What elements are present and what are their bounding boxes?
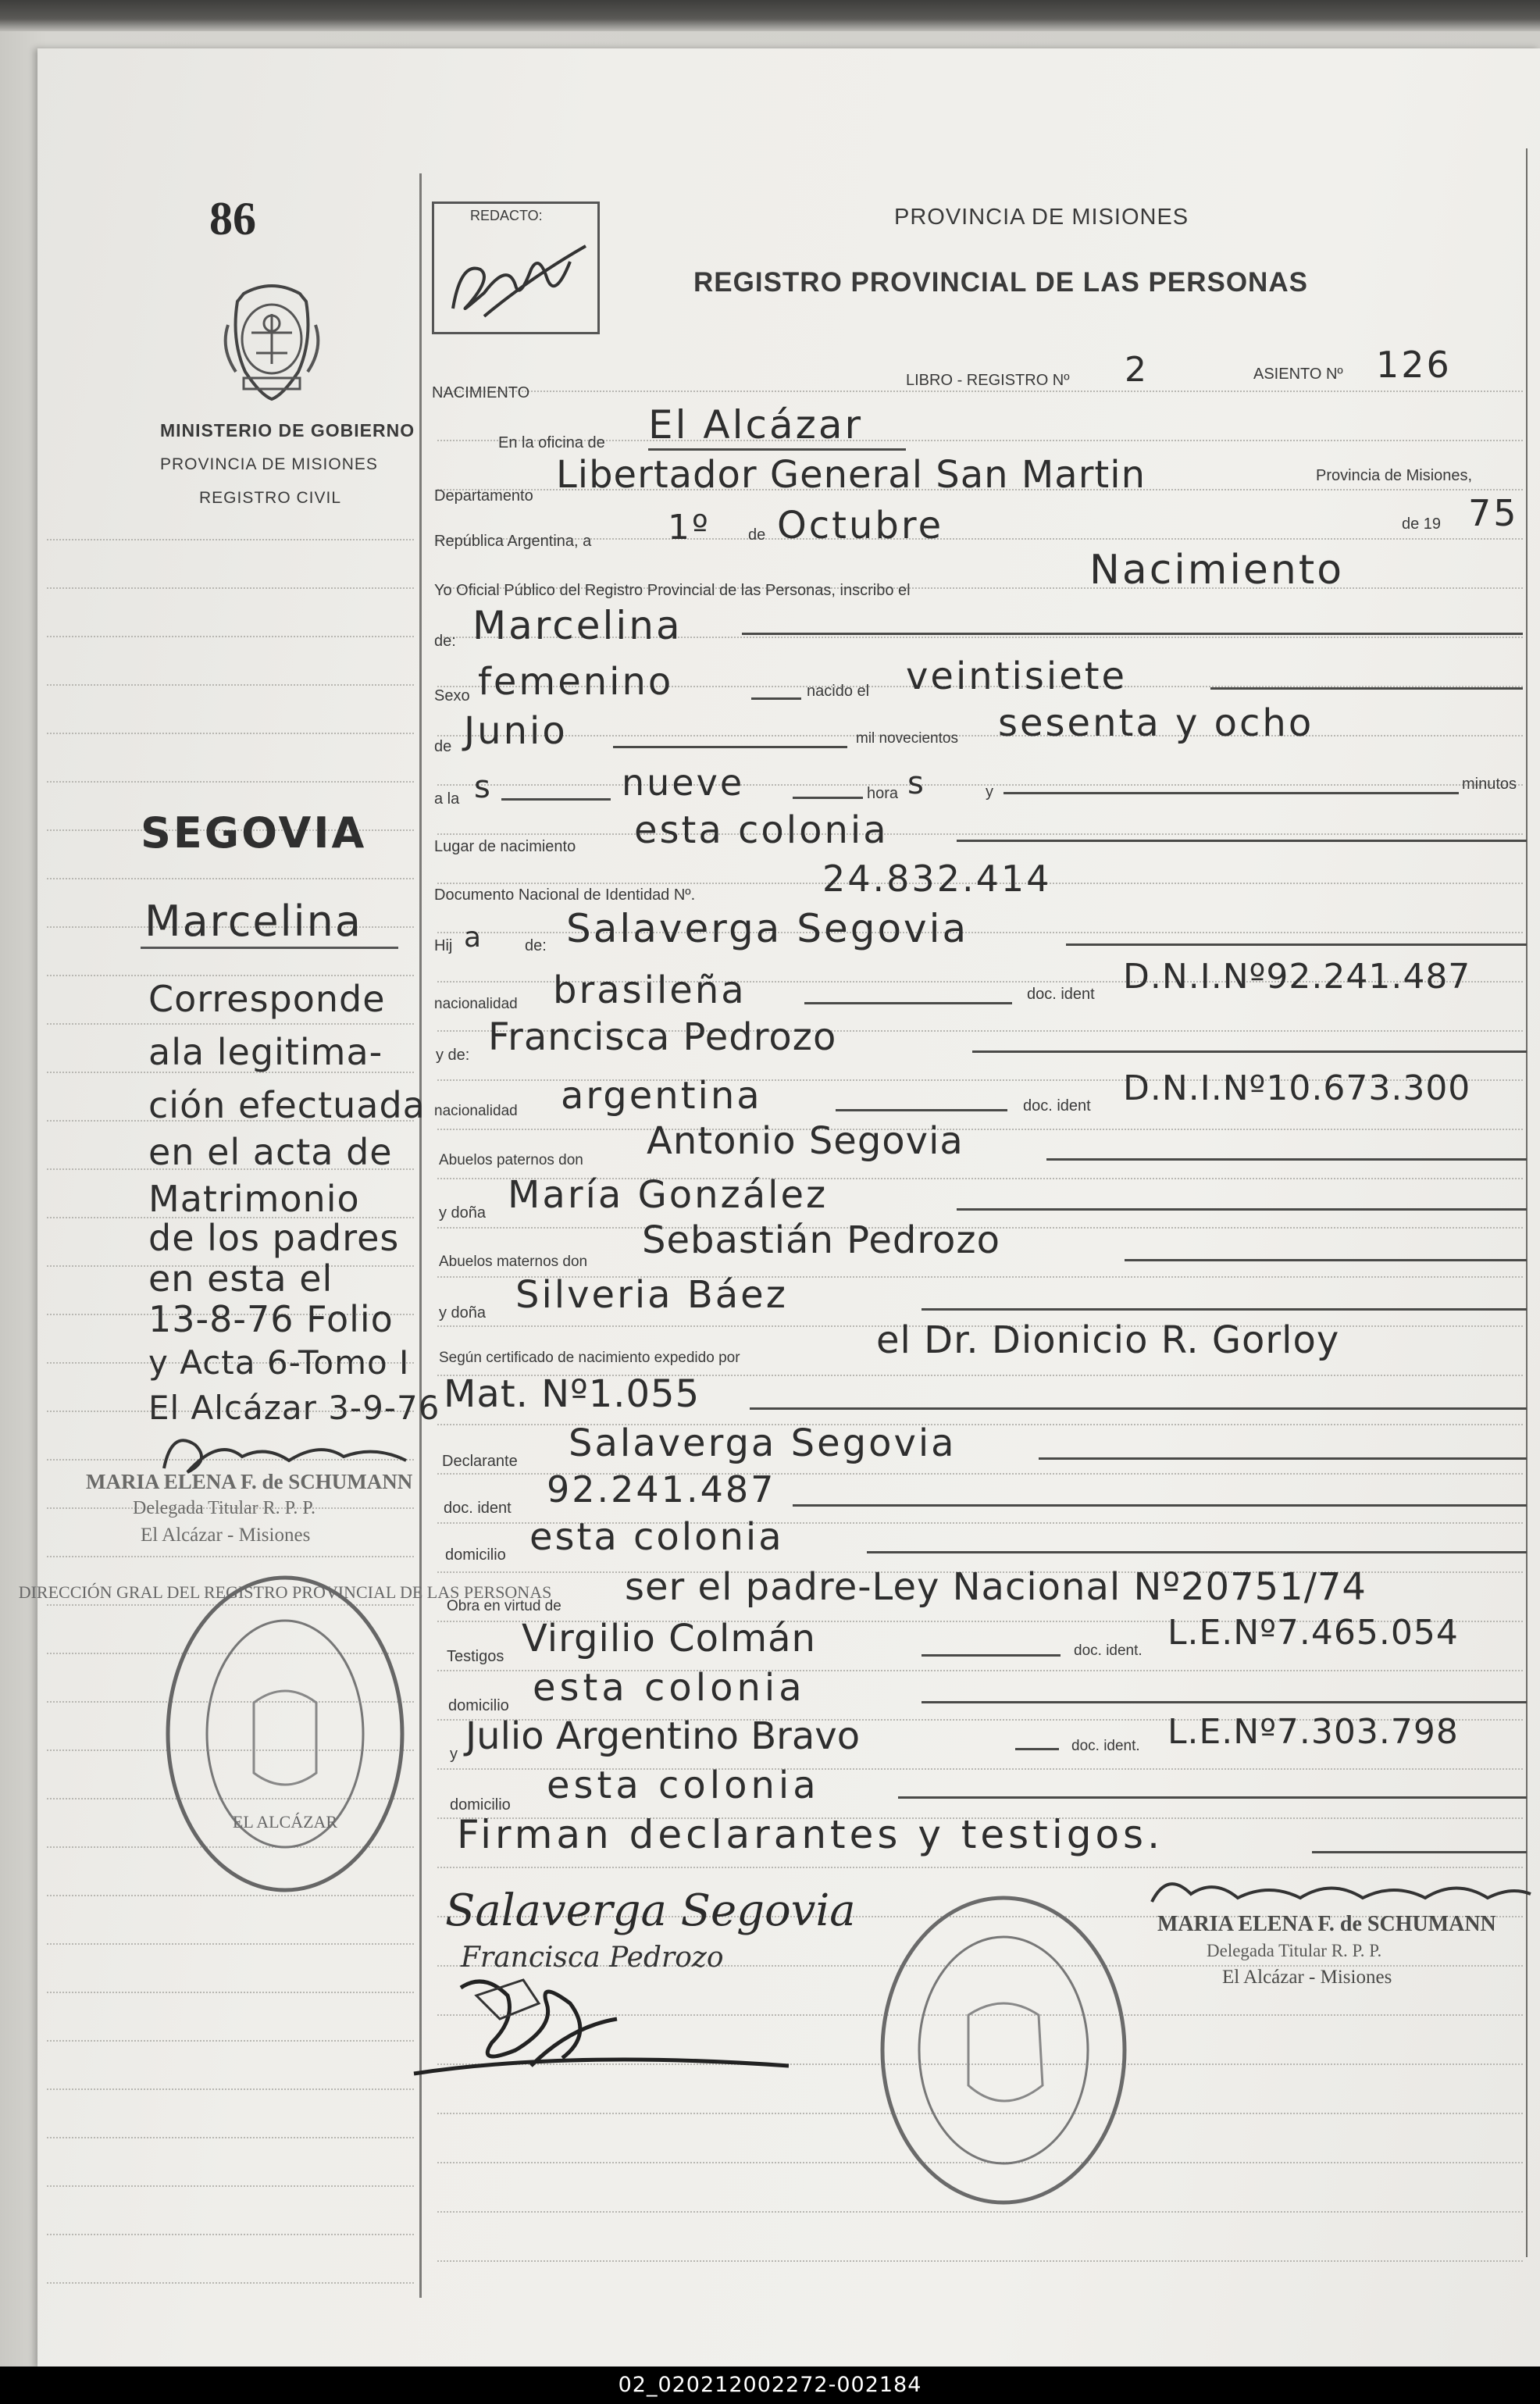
ruled-line bbox=[47, 2185, 414, 2187]
horas-label: hora bbox=[867, 785, 899, 802]
testigo2-line bbox=[1015, 1748, 1059, 1750]
padre-value: Salaverga Segovia bbox=[566, 906, 969, 951]
firman-line bbox=[1312, 1851, 1527, 1853]
right-stamp-place: El Alcázar - Misiones bbox=[1222, 1967, 1392, 1988]
dni-value: 24.832.414 bbox=[822, 858, 1052, 900]
ruled-line bbox=[47, 2282, 414, 2284]
testigo1-value: Virgilio Colmán bbox=[522, 1617, 816, 1660]
asiento-label: ASIENTO Nº bbox=[1253, 366, 1343, 383]
ruled-line bbox=[437, 735, 1523, 737]
dia-value: 1º bbox=[668, 508, 711, 547]
declarante-label: Declarante bbox=[442, 1453, 518, 1470]
margin-surname: SEGOVIA bbox=[141, 808, 367, 858]
margin-name-underline bbox=[141, 947, 398, 949]
sexo-label: Sexo bbox=[434, 687, 470, 704]
ydona2-label: y doña bbox=[439, 1304, 487, 1321]
cert-value: el Dr. Dionicio R. Gorloy bbox=[876, 1318, 1340, 1362]
oficina-value: El Alcázar bbox=[648, 402, 864, 448]
abuelo-p-line bbox=[1046, 1158, 1527, 1161]
mes-nac-line bbox=[613, 746, 847, 748]
right-signature-icon bbox=[1144, 1863, 1535, 1917]
margin-note-line-5: Matrimonio bbox=[148, 1178, 360, 1220]
doc1-label: doc. ident bbox=[1027, 986, 1095, 1003]
page-top-edge bbox=[0, 0, 1540, 31]
oficina-line bbox=[648, 448, 906, 451]
ruled-line bbox=[47, 2040, 414, 2042]
obra-label: Obra en virtud de bbox=[447, 1598, 561, 1614]
abuela-p-line bbox=[957, 1208, 1527, 1211]
ruled-line bbox=[47, 539, 414, 540]
y-label: y bbox=[986, 783, 993, 801]
dni-label: Documento Nacional de Identidad Nº. bbox=[434, 886, 696, 904]
coat-of-arms-icon bbox=[220, 278, 323, 403]
doc1-value: D.N.I.Nº92.241.487 bbox=[1123, 957, 1471, 997]
margin-note-line-9: y Acta 6-Tomo I bbox=[148, 1343, 410, 1382]
doct1-label: doc. ident. bbox=[1074, 1642, 1143, 1659]
minutos-line bbox=[1003, 792, 1459, 794]
dom1-value: esta colonia bbox=[533, 1666, 806, 1710]
ruled-line bbox=[47, 1556, 414, 1557]
dom2-line bbox=[898, 1796, 1527, 1799]
asiento-value: 126 bbox=[1376, 344, 1452, 386]
alas-suffix: s bbox=[474, 769, 493, 805]
abuelos-p-label: Abuelos paternos don bbox=[439, 1152, 583, 1168]
declarante-value: Salaverga Segovia bbox=[569, 1421, 957, 1465]
testigo2-value: Julio Argentino Bravo bbox=[465, 1714, 861, 1758]
redacto-signature-icon bbox=[437, 230, 594, 328]
hija-suffix: a bbox=[464, 922, 484, 954]
oficina-label: En la oficina de bbox=[498, 434, 605, 451]
ruled-line bbox=[47, 2088, 414, 2090]
registro-civil-label: REGISTRO CIVIL bbox=[199, 489, 342, 507]
hija-de-label: de: bbox=[525, 937, 547, 954]
abuelo-m-line bbox=[1125, 1259, 1527, 1261]
margin-note-line-1: Corresponde bbox=[148, 978, 386, 1020]
nombre-line bbox=[742, 633, 1523, 635]
mes-nac-value: Junio bbox=[464, 709, 568, 753]
margin-note-line-7: en esta el bbox=[148, 1257, 333, 1300]
abuela-p-value: María González bbox=[508, 1173, 829, 1217]
de19-label: de 19 bbox=[1402, 515, 1442, 533]
dom1-line bbox=[922, 1701, 1527, 1703]
madre-signature-text: Francisca Pedrozo bbox=[461, 1942, 724, 1974]
nac2-label: nacionalidad bbox=[434, 1103, 518, 1119]
ruled-line bbox=[47, 587, 414, 589]
right-stamp-name: MARIA ELENA F. de SCHUMANN bbox=[1157, 1912, 1496, 1936]
doct2-value: L.E.Nº7.303.798 bbox=[1167, 1712, 1459, 1752]
minutos-label: minutos bbox=[1462, 776, 1517, 793]
ydona-label: y doña bbox=[439, 1204, 487, 1222]
page-number: 86 bbox=[209, 193, 256, 244]
mat-value: Mat. Nº1.055 bbox=[444, 1372, 700, 1416]
cert-label: Según certificado de nacimiento expedido por bbox=[439, 1350, 740, 1366]
ruled-line bbox=[47, 1992, 414, 1993]
ruled-line bbox=[437, 2211, 1523, 2213]
margin-note-line-8: 13-8-76 Folio bbox=[148, 1298, 394, 1340]
padre-line bbox=[1066, 943, 1527, 946]
libro-value: 2 bbox=[1125, 350, 1149, 390]
left-seal-center-text: EL ALCÁZAR bbox=[232, 1812, 338, 1832]
de-label: de bbox=[748, 526, 766, 544]
ruled-line bbox=[47, 684, 414, 686]
nac2-line bbox=[836, 1109, 1007, 1111]
yde-label: y de: bbox=[436, 1047, 470, 1064]
nacido-label: nacido el bbox=[807, 683, 870, 700]
nacido-value: veintisiete bbox=[906, 655, 1128, 698]
madre-value: Francisca Pedrozo bbox=[488, 1015, 837, 1059]
mes-value: Octubre bbox=[777, 504, 944, 547]
nac2-value: argentina bbox=[561, 1074, 762, 1118]
province-left-label: PROVINCIA DE MISIONES bbox=[160, 455, 378, 473]
margin-note-line-3: ción efectuada bbox=[148, 1084, 426, 1126]
nac1-label: nacionalidad bbox=[434, 996, 518, 1012]
departamento-label: Departamento bbox=[434, 487, 533, 505]
oficial-label: Yo Oficial Público del Registro Provincial de las Personas, inscribo el bbox=[434, 582, 911, 599]
sexo-line bbox=[751, 697, 801, 700]
testigos-label: Testigos bbox=[447, 1648, 504, 1665]
abuela-m-line bbox=[922, 1308, 1527, 1311]
ruled-line bbox=[47, 1943, 414, 1945]
ruled-line bbox=[47, 1023, 414, 1025]
margin-note-line-10: El Alcázar 3-9-76 bbox=[148, 1389, 440, 1427]
declarante-signature-text: Salaverga Segovia bbox=[445, 1885, 856, 1936]
record-type-label: NACIMIENTO bbox=[432, 384, 530, 401]
margin-note-line-2: ala legitima- bbox=[148, 1031, 383, 1073]
left-stamp-name: MARIA ELENA F. de SCHUMANN bbox=[86, 1470, 413, 1493]
left-stamp-place: El Alcázar - Misiones bbox=[141, 1525, 311, 1546]
horas-suffix: s bbox=[907, 765, 926, 801]
nacido-line bbox=[1210, 687, 1523, 690]
provincia-misiones-label: Provincia de Misiones, bbox=[1316, 467, 1473, 484]
ruled-line bbox=[47, 975, 414, 976]
doct2-label: doc. ident. bbox=[1071, 1738, 1140, 1754]
ruled-line bbox=[437, 833, 1523, 835]
hora-line bbox=[793, 797, 863, 799]
hora-value: nueve bbox=[622, 762, 745, 804]
docdecl-label: doc. ident bbox=[444, 1500, 512, 1517]
ruled-line bbox=[47, 733, 414, 734]
domicilio-value: esta colonia bbox=[529, 1515, 784, 1559]
lugar-line bbox=[957, 840, 1527, 842]
anio-value: 75 bbox=[1468, 492, 1519, 534]
left-stamp-role: Delegada Titular R. P. P. bbox=[133, 1498, 316, 1518]
inscribe-value: Nacimiento bbox=[1089, 547, 1345, 594]
ruled-line bbox=[47, 636, 414, 637]
testigo1-line bbox=[922, 1654, 1061, 1657]
ruled-line bbox=[437, 538, 1523, 540]
y-t2-label: y bbox=[450, 1746, 458, 1763]
filename-caption: 02_020212002272-002184 bbox=[618, 2373, 922, 2397]
nombre-value: Marcelina bbox=[472, 603, 683, 648]
firman-value: Firman declarantes y testigos. bbox=[457, 1812, 1164, 1857]
ruled-line bbox=[47, 781, 414, 783]
libro-label: LIBRO - REGISTRO Nº bbox=[906, 372, 1070, 389]
nombre-de-label: de: bbox=[434, 633, 456, 650]
provincia-heading: PROVINCIA DE MISIONES bbox=[894, 205, 1189, 230]
left-seal-ring-text: DIRECCIÓN GRAL DEL REGISTRO PROVINCIAL DE LAS PERSONAS bbox=[18, 1582, 552, 1602]
right-round-seal-icon bbox=[875, 1890, 1132, 2210]
ruled-line bbox=[47, 2137, 414, 2138]
witness-signature-icon bbox=[414, 1972, 804, 2089]
mil-label: mil novecientos bbox=[856, 730, 958, 747]
republica-label: República Argentina, a bbox=[434, 533, 592, 550]
docdecl-line bbox=[793, 1504, 1527, 1507]
declarante-line bbox=[1039, 1457, 1527, 1460]
doc2-label: doc. ident bbox=[1023, 1097, 1091, 1115]
ruled-line bbox=[437, 784, 1523, 786]
ruled-line bbox=[437, 391, 1523, 392]
dom2-value: esta colonia bbox=[547, 1764, 820, 1807]
lugar-value: esta colonia bbox=[634, 808, 889, 852]
ruled-line bbox=[437, 1129, 1523, 1130]
sexo-value: femenino bbox=[478, 660, 674, 704]
alas-line bbox=[501, 798, 611, 801]
right-border bbox=[1526, 148, 1528, 2257]
ruled-line bbox=[437, 2260, 1523, 2262]
right-stamp-role: Delegada Titular R. P. P. bbox=[1207, 1941, 1382, 1960]
de-mes-label: de bbox=[434, 738, 452, 755]
domicilio-line bbox=[867, 1551, 1527, 1553]
margin-note-line-6: de los padres bbox=[148, 1217, 400, 1259]
doct1-value: L.E.Nº7.465.054 bbox=[1167, 1613, 1459, 1653]
redacto-label: REDACTO: bbox=[470, 208, 543, 223]
departamento-value: Libertador General San Martin bbox=[556, 453, 1146, 497]
lugar-label: Lugar de nacimiento bbox=[434, 838, 576, 855]
ruled-line bbox=[47, 878, 414, 879]
domicilio-label: domicilio bbox=[445, 1546, 506, 1564]
madre-line bbox=[972, 1050, 1527, 1053]
obra-value: ser el padre-Ley Nacional Nº20751/74 bbox=[625, 1565, 1367, 1609]
abuelos-m-label: Abuelos maternos don bbox=[439, 1254, 588, 1270]
alas-label: a la bbox=[434, 790, 460, 808]
margin-note-line-4: en el acta de bbox=[148, 1131, 393, 1173]
margin-given-name: Marcelina bbox=[144, 897, 362, 946]
dom2-label: domicilio bbox=[450, 1796, 511, 1814]
anio-nac-value: sesenta y ocho bbox=[998, 701, 1314, 745]
dom1-label: domicilio bbox=[448, 1697, 509, 1714]
ministry-label: MINISTERIO DE GOBIERNO bbox=[160, 420, 415, 440]
doc2-value: D.N.I.Nº10.673.300 bbox=[1123, 1068, 1471, 1108]
abuelo-p-value: Antonio Segovia bbox=[647, 1119, 964, 1163]
abuelo-m-value: Sebastián Pedrozo bbox=[642, 1218, 1000, 1262]
mat-line bbox=[750, 1407, 1527, 1410]
docdecl-value: 92.241.487 bbox=[547, 1468, 776, 1511]
ruled-line bbox=[47, 2234, 414, 2235]
hija-label: Hij bbox=[434, 937, 453, 954]
nac1-line bbox=[804, 1002, 1012, 1004]
nac1-value: brasileña bbox=[553, 968, 747, 1012]
registro-title: REGISTRO PROVINCIAL DE LAS PERSONAS bbox=[693, 267, 1308, 298]
abuela-m-value: Silveria Báez bbox=[515, 1273, 788, 1317]
